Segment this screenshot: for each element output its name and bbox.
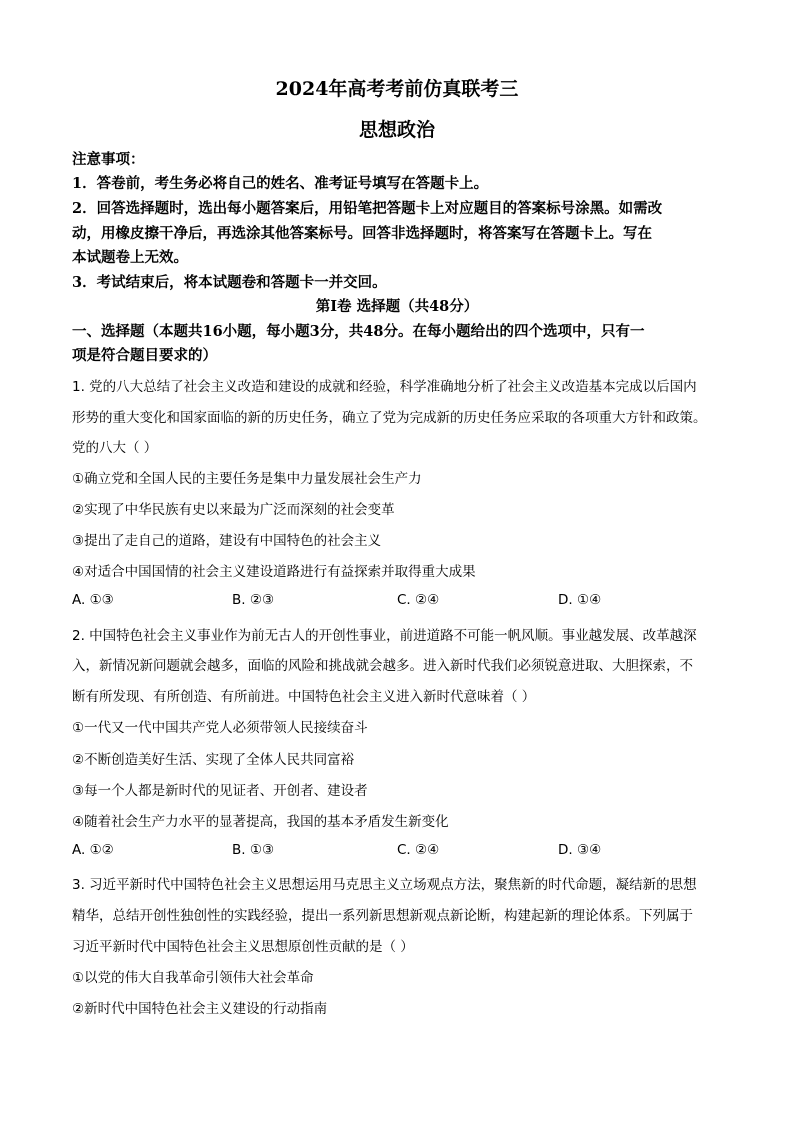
section-instruction: 项是符合题目要求的）	[72, 347, 217, 364]
question-1-statement: ①确立党和全国人民的主要任务是集中力量发展社会生产力	[72, 471, 422, 487]
question-3-stem: 习近平新时代中国特色社会主义思想原创性贡献的是（ ）	[72, 939, 414, 955]
subject-title: 思想政治	[358, 119, 435, 141]
question-1-stem: 党的八大（ ）	[72, 440, 158, 456]
notice-heading: 注意事项：	[72, 151, 145, 168]
question-2-option-d[interactable]: D. ③④	[558, 842, 602, 858]
notice-line: 3．考试结束后，将本试题卷和答题卡一并交回。	[72, 274, 387, 291]
question-2-statement: ④随着社会生产力水平的显著提高，我国的基本矛盾发生新变化	[72, 814, 449, 830]
question-2-stem: 入，新情况新问题就会越多，面临的风险和挑战就会越多。进入新时代我们必须锐意进取、大胆探索，不	[72, 658, 693, 674]
question-1-option-c[interactable]: C. ②④	[397, 592, 440, 608]
question-1-option-d[interactable]: D. ①④	[558, 592, 602, 608]
question-2-stem: 2. 中国特色社会主义事业作为前无古人的开创性事业，前进道路不可能一帆风顺。事业越发展、改革越深	[72, 628, 697, 644]
question-3-stem: 3. 习近平新时代中国特色社会主义思想运用马克思主义立场观点方法，聚焦新的时代命题，凝结新的思想	[72, 877, 697, 893]
notice-line: 2．回答选择题时，选出每小题答案后，用铅笔把答题卡上对应题目的答案标号涂黑。如需改	[72, 200, 663, 217]
question-2-option-a[interactable]: A. ①②	[72, 842, 114, 858]
question-1-stem: 1. 党的八大总结了社会主义改造和建设的成就和经验，科学准确地分析了社会主义改造基本完成以后国内	[72, 379, 697, 395]
notice-line: 动，用橡皮擦干净后，再选涂其他答案标号。回答非选择题时，将答案写在答题卡上。写在	[72, 225, 652, 242]
section-title: 第Ⅰ卷 选择题（共48分）	[315, 298, 479, 315]
question-2-option-c[interactable]: C. ②④	[397, 842, 440, 858]
question-3-stem: 精华，总结开创性独创性的实践经验，提出一系列新思想新观点新论断，构建起新的理论体系。下列属于	[72, 908, 693, 924]
question-2-stem: 断有所发现、有所创造、有所前进。中国特色社会主义进入新时代意味着（ ）	[72, 689, 536, 705]
question-1-statement: ③提出了走自己的道路，建设有中国特色的社会主义	[72, 533, 382, 549]
question-1-option-a[interactable]: A. ①③	[72, 592, 114, 608]
question-2-option-b[interactable]: B. ①③	[232, 842, 275, 858]
exam-title: 2024年高考考前仿真联考三	[275, 78, 519, 100]
question-1-statement: ④对适合中国国情的社会主义建设道路进行有益探索并取得重大成果	[72, 564, 476, 580]
notice-line: 1．答卷前，考生务必将自己的姓名、准考证号填写在答题卡上。	[72, 175, 489, 192]
question-1-statement: ②实现了中华民族有史以来最为广泛而深刻的社会变革	[72, 502, 395, 518]
question-1-stem: 形势的重大变化和国家面临的新的历史任务，确立了党为完成新的历史任务应采取的各项重大方针和政策。	[72, 410, 707, 426]
question-2-statement: ③每一个人都是新时代的见证者、开创者、建设者	[72, 783, 368, 799]
question-1-option-b[interactable]: B. ②③	[232, 592, 275, 608]
notice-line: 本试题卷上无效。	[72, 249, 188, 266]
section-instruction: 一、选择题（本题共16小题，每小题3分，共48分。在每小题给出的四个选项中，只有一	[72, 323, 645, 340]
question-3-statement: ②新时代中国特色社会主义建设的行动指南	[72, 1001, 328, 1017]
question-2-statement: ②不断创造美好生活、实现了全体人民共同富裕	[72, 752, 355, 768]
question-3-statement: ①以党的伟大自我革命引领伟大社会革命	[72, 970, 314, 986]
question-2-statement: ①一代又一代中国共产党人必须带领人民接续奋斗	[72, 720, 368, 736]
